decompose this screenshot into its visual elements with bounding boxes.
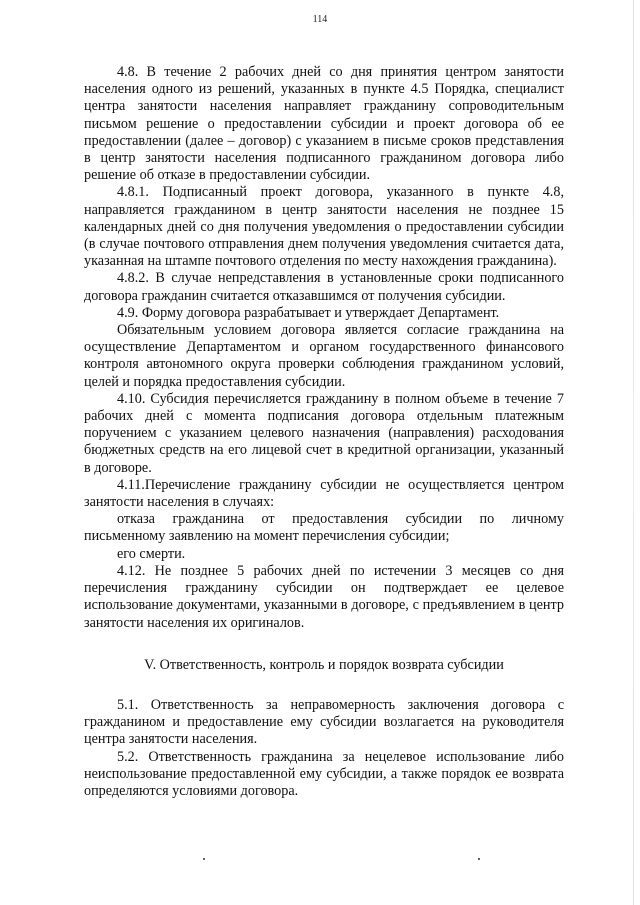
paragraph-4-8: 4.8. В течение 2 рабочих дней со дня принятия центром занятости населения одного из решений, указанных в пункте 4.5 Порядка, специалист центра занятости населения направляет гражданину сопроводительным письмом решение о предоставлении субсидии и проект договора об ее предоставлении (далее – договор) с указанием в письме сроков представления в центр занятости населения подписанного гражданином договора либо решение об отказе в предоставлении субсидии. (84, 64, 564, 184)
scan-edge (633, 0, 634, 905)
paragraph-4-9: 4.9. Форму договора разрабатывает и утверждает Департамент. (117, 304, 500, 321)
paragraph-case-death: его смерти. (117, 545, 186, 562)
paragraph-5-2: 5.2. Ответственность гражданина за нецелевое использование либо неиспользование предоставленной ему субсидии, а также порядок ее возврата определяются условиями договора. (84, 748, 564, 799)
paragraph-condition: Обязательным условием договора является согласие гражданина на осуществление Департаментом и органом государственного финансового контроля автономного округа проверки соблюдения гражданином условий, целей и порядка предоставления субсидии. (84, 322, 564, 390)
paragraph-4-10: 4.10. Субсидия перечисляется гражданину в полном объеме в течение 7 рабочих дней с момента подписания договора отдельным платежным поручением с указанием целевого назначения (направления) расходования бюджетных средств на его лицевой счет в кредитной организации, указанный в договоре. (84, 390, 564, 476)
section-heading: V. Ответственность, контроль и порядок возврата субсидии (144, 656, 504, 673)
paragraph-4-11: 4.11.Перечисление гражданину субсидии не осуществляется центром занятости населения в случаях: (84, 476, 564, 511)
paragraph-4-8-2: 4.8.2. В случае непредставления в установленные сроки подписанного договора гражданин считается отказавшимся от получения субсидии. (84, 270, 564, 304)
paragraph-4-8-1: 4.8.1. Подписанный проект договора, указанного в пункте 4.8, направляется гражданином в центр занятости населения не позднее 15 календарных дней со дня получения уведомления о предоставлении субсидии (в случае почтового отправления днем получения уведомления считается дата, указанная на штампе почтового отделения по месту нахождения гражданина). (84, 184, 564, 270)
paragraph-case-refusal: отказа гражданина от предоставления субсидии по личному письменному заявлению на момент перечисления субсидии; (84, 511, 564, 545)
document-body (84, 64, 564, 800)
page-number: 114 (312, 14, 328, 25)
scan-speck-left (203, 858, 205, 860)
paragraph-5-1: 5.1. Ответственность за неправомерность заключения договора с гражданином и предоставление ему субсидии возлагается на руководителя центра занятости населения. (84, 696, 564, 748)
scan-speck-right (478, 858, 480, 860)
paragraph-4-12: 4.12. Не позднее 5 рабочих дней по истечении 3 месяцев со дня перечисления гражданину субсидии он подтверждает ее целевое использование документами, указанными в договоре, с предъявлением в центр занятости населения их оригиналов. (84, 562, 564, 631)
